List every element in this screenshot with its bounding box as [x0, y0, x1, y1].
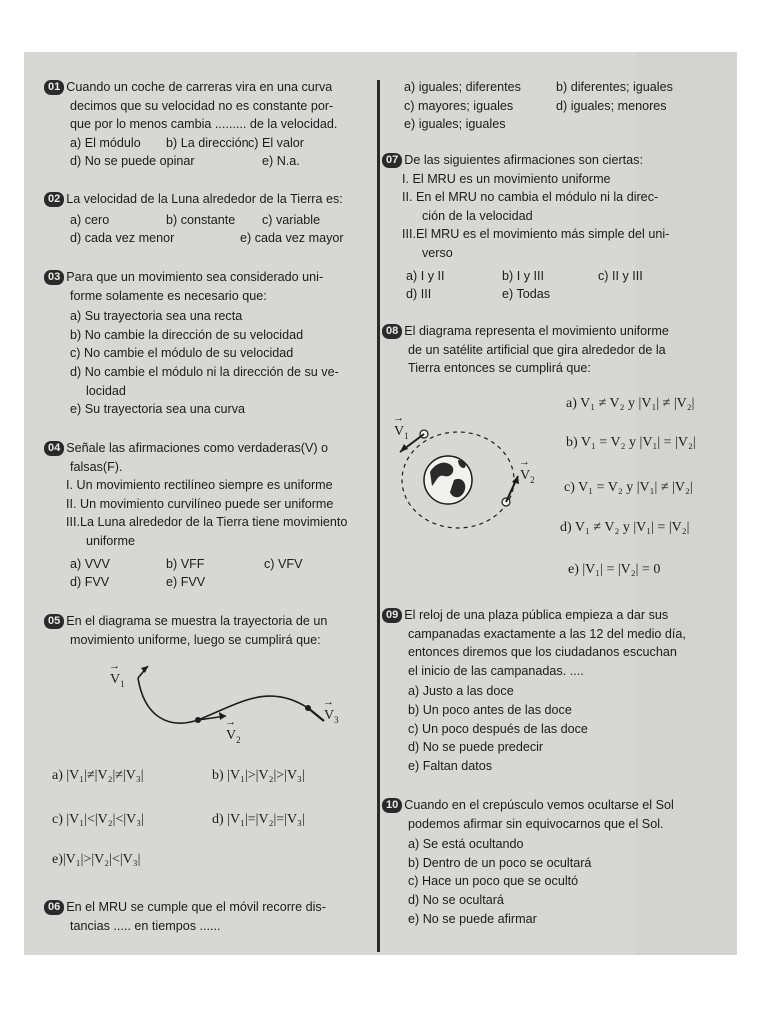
answer-options — [44, 573, 374, 592]
question-number: 02 — [44, 192, 64, 207]
answer-options — [382, 682, 722, 775]
option-b: b) V₁ = V₂ y |V₁| = |V₂| — [566, 435, 696, 450]
answer-options — [44, 229, 374, 248]
question-01 — [44, 78, 374, 171]
option-d: d) No se puede opinar — [70, 154, 195, 169]
question-text: Señale las afirmaciones como verdaderas(V) o — [66, 441, 329, 455]
answer-options — [44, 307, 374, 419]
statement-3: III.La Luna alrededor de la Tierra tiene movimiento — [66, 515, 348, 530]
question-02 — [44, 190, 374, 248]
option-b: b) |V₁|>|V₂|>|V₃| — [212, 768, 305, 783]
question-text: campanadas exactamente a las 12 del medio día, — [408, 626, 686, 641]
option-a: a) El módulo — [70, 135, 141, 150]
option-a: a) cero — [70, 212, 110, 227]
question-03 — [44, 268, 374, 419]
option-e: e) Todas — [502, 287, 551, 302]
question-number: 06 — [44, 900, 64, 915]
statements — [382, 170, 722, 263]
option-e: e) FVV — [166, 575, 206, 590]
question-number: 10 — [382, 798, 402, 813]
answer-options — [44, 555, 374, 574]
option-d: d) No cambie el módulo ni la dirección de su ve- — [70, 364, 339, 379]
option-e: e) |V₁| = |V₂| = 0 — [568, 562, 661, 577]
question-09 — [382, 606, 722, 775]
option-c: c) Hace un poco que se ocultó — [408, 874, 579, 889]
statement-3-continued: uniforme — [86, 533, 135, 548]
option-c: c) variable — [262, 212, 321, 227]
option-b: b) La dirección — [166, 135, 249, 150]
option-b: b) diferentes; iguales — [556, 80, 673, 94]
vector-label-v2: → $V_2$ — [226, 728, 241, 745]
answer-options — [44, 134, 374, 153]
statement-1: I. El MRU es un movimiento uniforme — [402, 171, 611, 186]
question-10 — [382, 796, 722, 928]
statement-1: I. Un movimiento rectilíneo siempre es uniforme — [66, 478, 333, 493]
option-a: a) I y II — [406, 268, 445, 283]
option-e: e) cada vez mayor — [240, 231, 344, 246]
answer-options — [382, 78, 722, 134]
option-a: a) V₁ ≠ V₂ y |V₁| ≠ |V₂| — [566, 396, 695, 411]
statements — [44, 476, 374, 550]
question-text: Para que un movimiento sea considerado uni- — [66, 270, 324, 284]
question-number: 01 — [44, 80, 64, 95]
option-a: a) |V₁|≠|V₂|≠|V₃| — [52, 768, 144, 783]
statement-3-continued: verso — [422, 245, 453, 260]
option-d: d) No se puede predecir — [408, 740, 544, 755]
statement-2: II. En el MRU no cambia el módulo ni la direc- — [402, 190, 659, 205]
question-number: 04 — [44, 441, 64, 456]
option-d-continued: locidad — [86, 383, 126, 398]
question-text: que por lo menos cambia ......... de la velocidad. — [70, 117, 338, 132]
question-text: movimiento uniforme, luego se cumplirá que: — [70, 632, 321, 647]
option-a: a) Se está ocultando — [408, 837, 524, 852]
orbit-diagram — [392, 420, 532, 540]
question-text: entonces diremos que los ciudadanos escuchan — [408, 645, 677, 660]
question-08 — [382, 322, 722, 378]
option-d: d) iguales; menores — [556, 98, 667, 113]
question-text: En el diagrama se muestra la trayectoria de un — [66, 614, 328, 628]
option-b: b) constante — [166, 212, 236, 227]
question-06 — [44, 898, 374, 935]
question-text: Cuando en el crepúsculo vemos ocultarse el Sol — [404, 798, 674, 812]
question-text: En el MRU se cumple que el móvil recorre dis- — [66, 900, 326, 914]
option-c: c) II y III — [598, 268, 643, 283]
option-c: c) VFV — [264, 556, 303, 571]
option-c: c) El valor — [248, 135, 304, 150]
option-d: d) FVV — [70, 575, 110, 590]
question-text: Tierra entonces se cumplirá que: — [408, 361, 591, 376]
option-c: c) |V₁|<|V₂|<|V₃| — [52, 812, 144, 827]
question-number: 09 — [382, 608, 402, 623]
option-d: d) V₁ ≠ V₂ y |V₁| = |V₂| — [560, 520, 690, 535]
option-e: e) iguales; iguales — [404, 117, 506, 132]
option-d: d) cada vez menor — [70, 231, 175, 246]
option-e: e) N.a. — [262, 154, 300, 169]
question-text: forme solamente es necesario que: — [70, 288, 267, 303]
question-05 — [44, 612, 374, 649]
question-number: 08 — [382, 324, 402, 339]
trajectory-diagram — [98, 664, 348, 750]
answer-options — [382, 267, 722, 304]
option-b: b) I y III — [502, 268, 544, 283]
vector-label-v1: → $V_1$ — [110, 672, 125, 689]
answer-options — [44, 152, 374, 171]
option-a: a) VVV — [70, 556, 110, 571]
option-b: b) No cambie la dirección de su velocidad — [70, 327, 304, 342]
question-text: falsas(F). — [70, 459, 123, 474]
option-e: e)|V₁|>|V₂|<|V₃| — [52, 852, 141, 867]
question-text: La velocidad de la Luna alrededor de la Tierra es: — [66, 192, 343, 206]
option-a: a) iguales; diferentes — [404, 80, 521, 94]
option-b: b) Dentro de un poco se ocultará — [408, 855, 592, 870]
option-d: d) |V₁|=|V₂|=|V₃| — [212, 812, 305, 827]
question-number: 07 — [382, 153, 402, 168]
option-d: d) III — [406, 287, 432, 302]
option-e: e) No se puede afirmar — [408, 911, 537, 926]
statement-2-continued: ción de la velocidad — [422, 208, 533, 223]
question-number: 03 — [44, 270, 64, 285]
option-c: c) Un poco después de las doce — [408, 721, 588, 736]
option-c: c) mayores; iguales — [404, 98, 514, 113]
vector-label-v1: → $V_1$ — [394, 424, 409, 441]
option-b: b) VFF — [166, 556, 205, 571]
question-text: El reloj de una plaza pública empieza a dar sus — [404, 608, 669, 622]
question-number: 05 — [44, 614, 64, 629]
statement-2: II. Un movimiento curvilíneo puede ser uniforme — [66, 496, 334, 511]
question-07 — [382, 151, 722, 304]
question-text: de un satélite artificial que gira alrededor de la — [408, 342, 666, 357]
question-text: Cuando un coche de carreras vira en una curva — [66, 80, 333, 94]
answer-options — [382, 835, 722, 928]
question-text: decimos que su velocidad no es constante por- — [70, 98, 334, 113]
question-text: De las siguientes afirmaciones son ciertas: — [404, 153, 643, 167]
option-c: c) V₁ = V₂ y |V₁| ≠ |V₂| — [564, 480, 693, 495]
option-e: e) Su trayectoria sea una curva — [70, 402, 246, 417]
question-06-options — [382, 78, 722, 134]
option-e: e) Faltan datos — [408, 758, 493, 773]
option-c: c) No cambie el módulo de su velocidad — [70, 346, 294, 361]
option-d: d) No se ocultará — [408, 892, 504, 907]
statement-3: III.El MRU es el movimiento más simple del uni- — [402, 227, 670, 242]
question-text: tancias ..... en tiempos ...... — [70, 918, 221, 933]
vector-label-v3: → $V_3$ — [324, 708, 339, 725]
option-a: a) Su trayectoria sea una recta — [70, 309, 243, 324]
question-text: el inicio de las campanadas. .... — [408, 663, 584, 678]
answer-options — [44, 211, 374, 230]
vector-label-v2: → $V_2$ — [520, 468, 535, 485]
question-04 — [44, 439, 374, 592]
question-text: El diagrama representa el movimiento uniforme — [404, 324, 669, 338]
scanned-page — [24, 52, 737, 955]
option-a: a) Justo a las doce — [408, 684, 514, 699]
option-b: b) Un poco antes de las doce — [408, 702, 572, 717]
question-text: podemos afirmar sin equivocarnos que el Sol. — [408, 816, 664, 831]
